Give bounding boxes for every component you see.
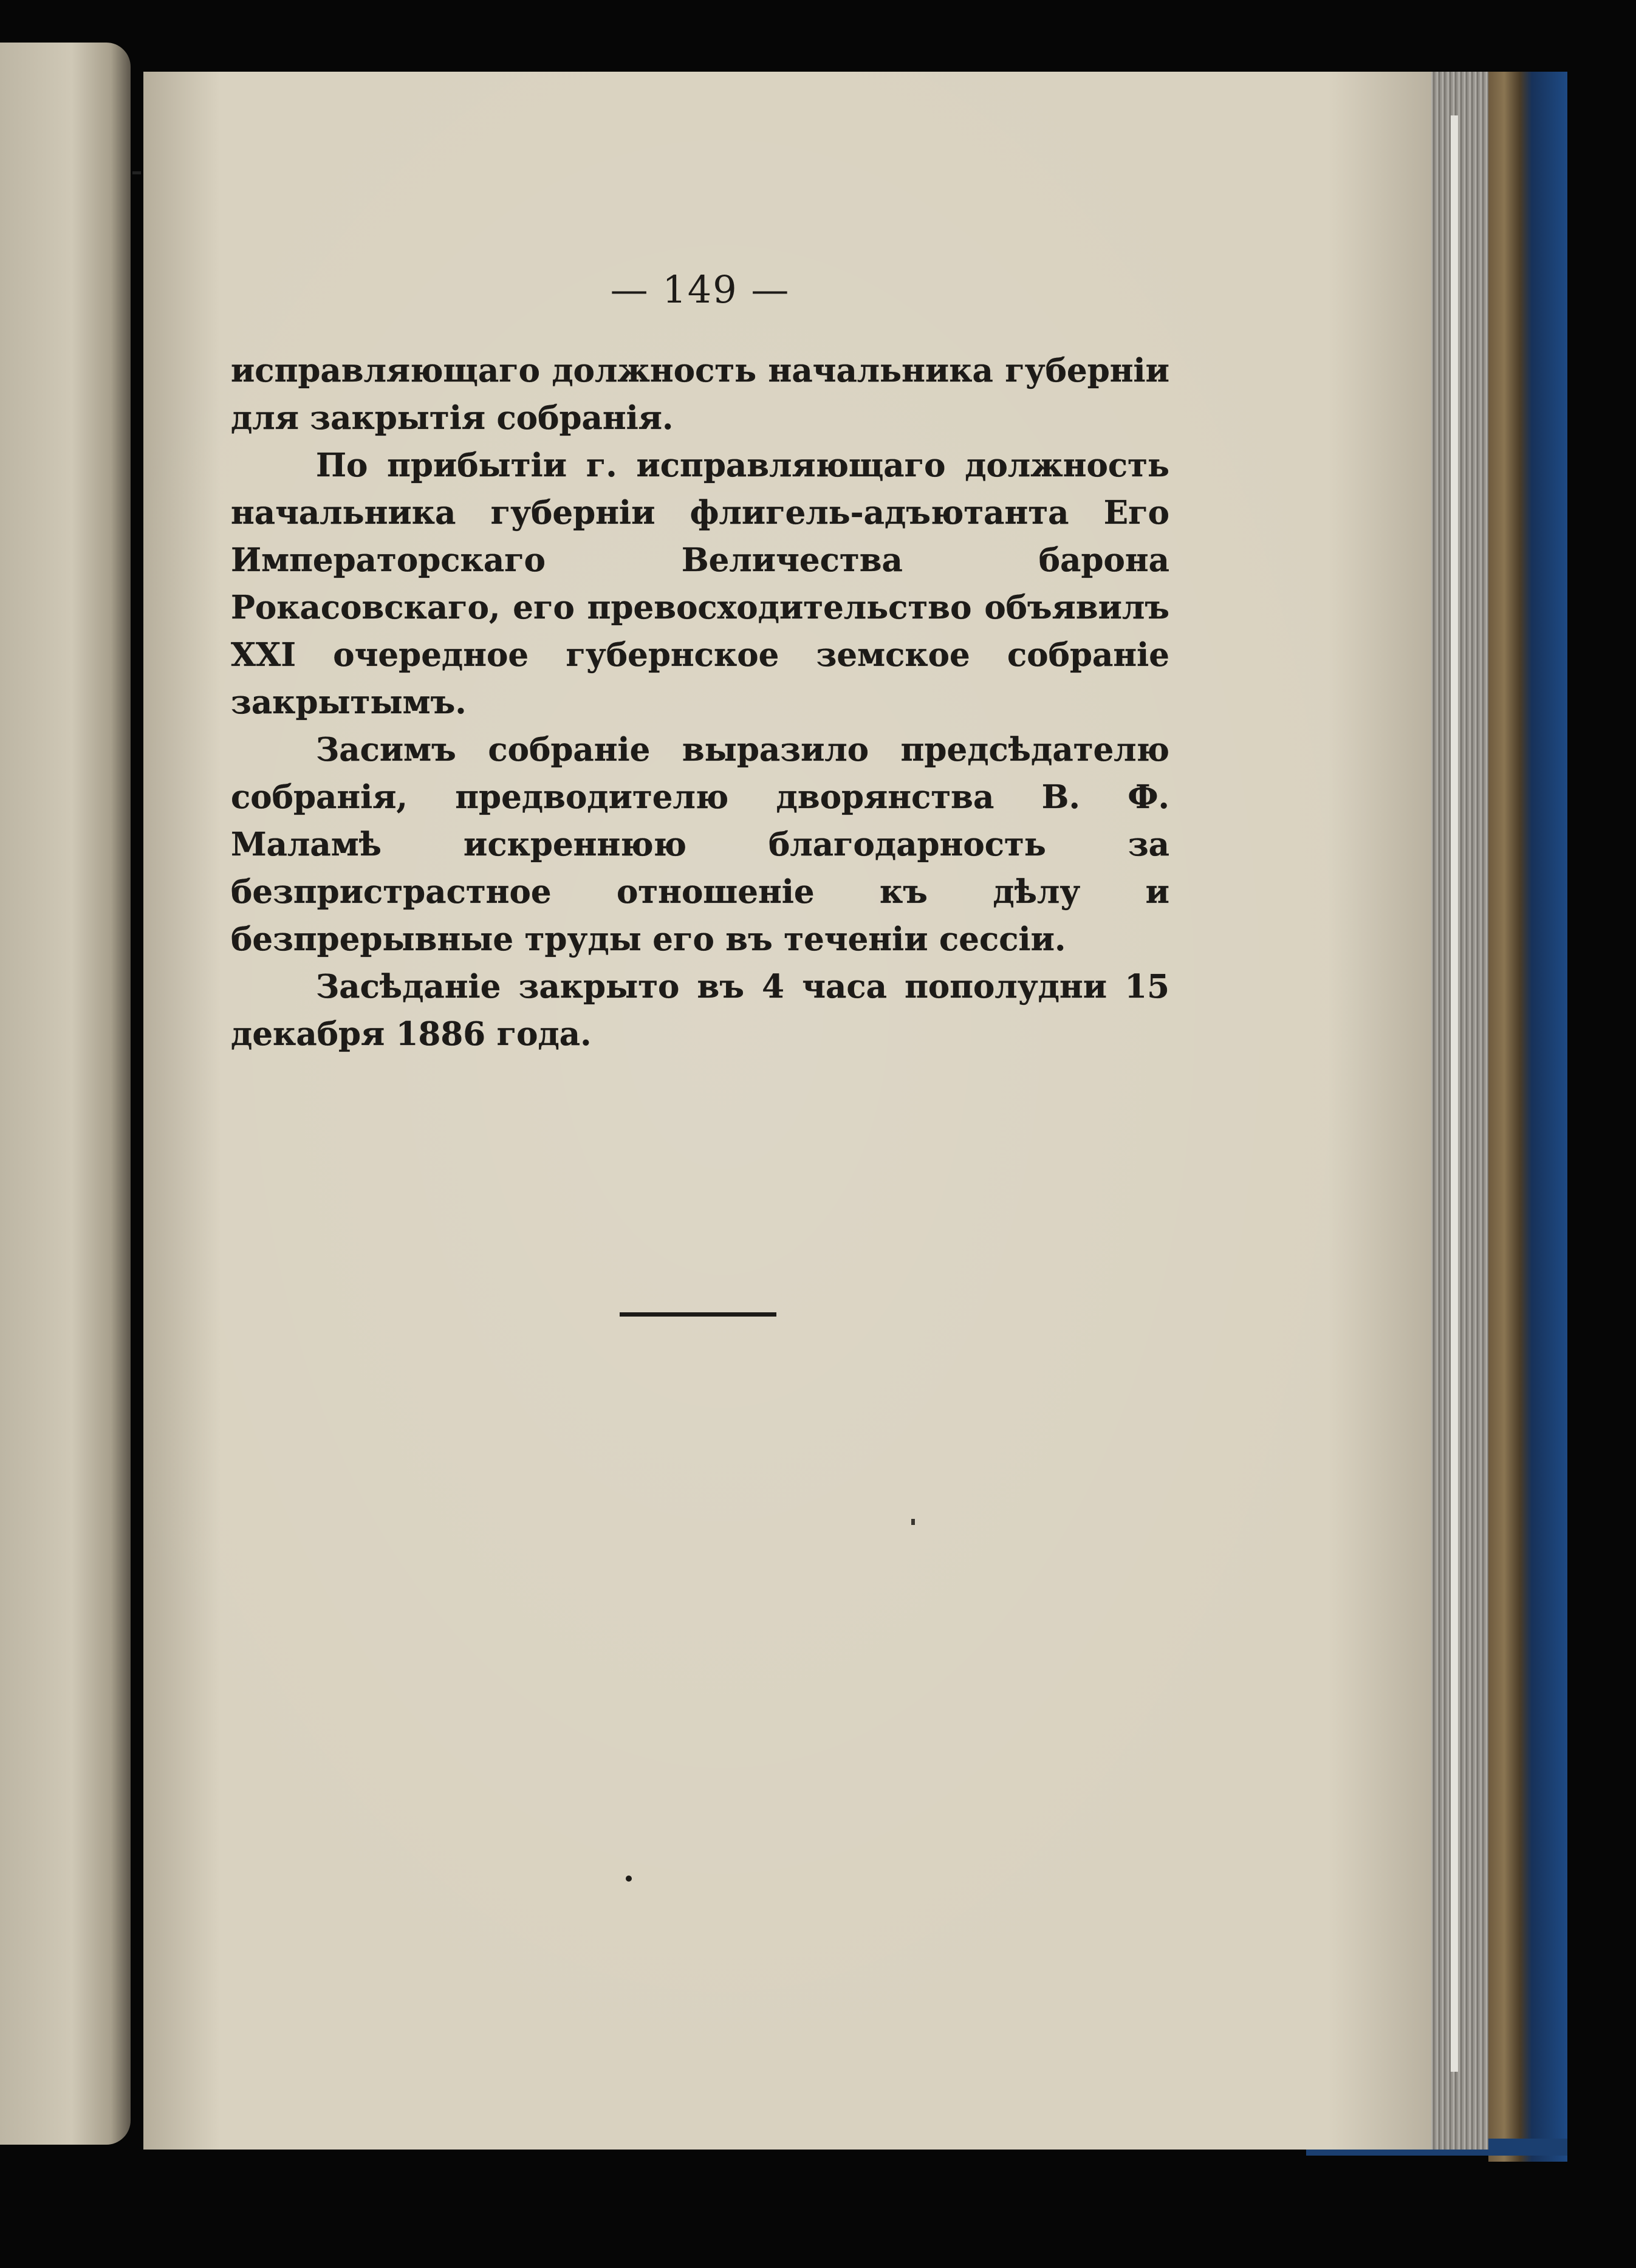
- end-rule: [620, 1312, 776, 1317]
- ink-dot: [626, 1876, 632, 1882]
- ink-speck: [911, 1519, 915, 1525]
- paragraph-4: Засѣданіе закрыто въ 4 часа пополудни 15 декабря 1886 года.: [231, 968, 1169, 1053]
- page-edge-highlight: [1451, 115, 1458, 2072]
- page-text-block: [231, 267, 1169, 1058]
- left-page-mark: [132, 171, 141, 174]
- book-cover-edge: [1488, 72, 1567, 2162]
- paragraph-3: Засимъ собраніе выразило предсѣдателю собранія, предводителю дворянства В. Ф. Маламѣ искреннюю благодарность за безпристрастное отношеніе къ дѣлу и безпрерывные труды его въ теченіи сессіи.: [231, 731, 1169, 958]
- paragraph-2: По прибытіи г. исправляющаго должность начальника губерніи флигель-адъютанта Его Императорскаго Величества барона Рокасовскаго, его превосходительство объявилъ XXI очередное губернское земское собраніе закрытымъ.: [231, 447, 1169, 721]
- left-page-edge: [0, 43, 131, 2145]
- paragraph-1: исправляющаго должность начальника губерніи для закрытія собранія.: [231, 352, 1169, 437]
- page-number: — 149 —: [610, 267, 790, 312]
